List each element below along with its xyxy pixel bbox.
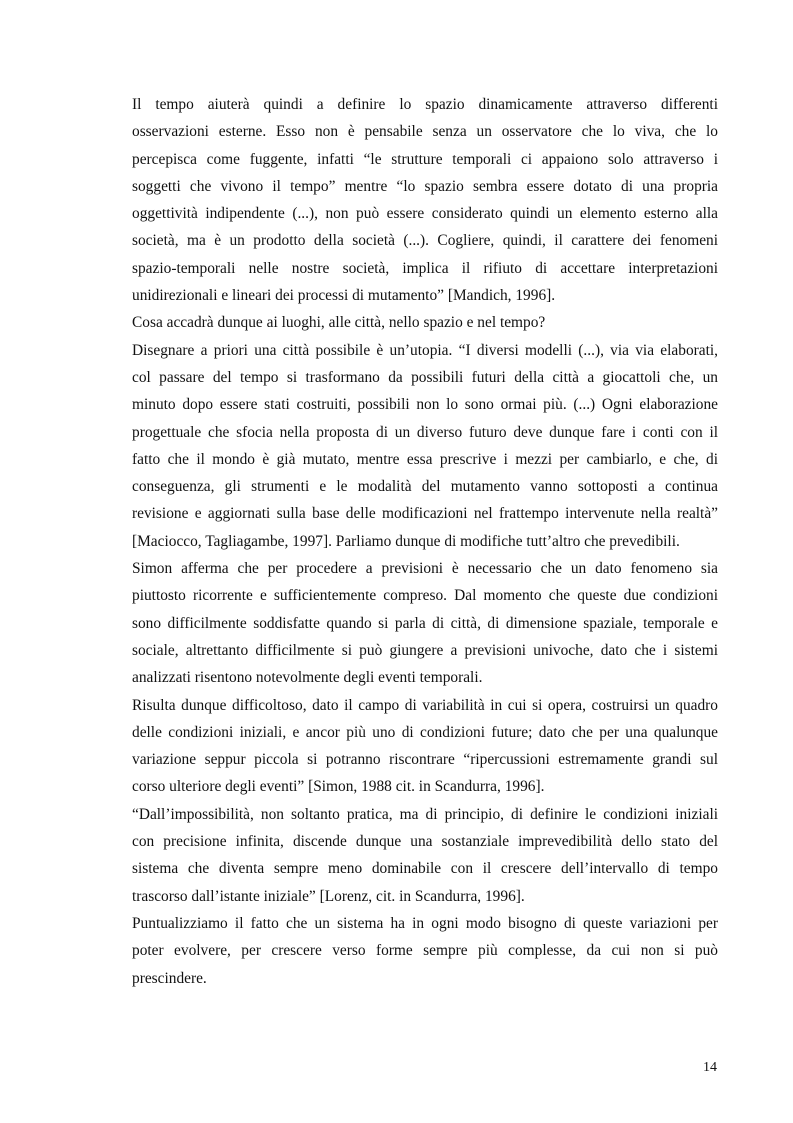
- text-line: Disegnare a priori una città possibile è un’utopia. “I diversi modelli (...), via via elaborati,: [132, 341, 718, 359]
- text-line: Cosa accadrà dunque ai luoghi, alle città, nello spazio e nel tempo?: [132, 314, 546, 332]
- text-line: Il tempo aiuterà quindi a definire lo spazio dinamicamente attraverso differenti: [132, 96, 718, 113]
- text-line: unidirezionali e lineari dei processi di mutamento” [Mandich, 1996].: [132, 287, 556, 305]
- text-line: Puntualizziamo il fatto che un sistema ha in ogni modo bisogno di queste variazioni per: [132, 914, 718, 932]
- text-line: minuto dopo essere stati costruiti, possibili non lo sono ormai più. (...) Ogni elaborazione: [132, 396, 718, 414]
- text-line: spazio-temporali nelle nostre società, implica il rifiuto di accettare interpretazioni: [132, 259, 718, 277]
- text-line: osservazioni esterne. Esso non è pensabile senza un osservatore che lo viva, che lo: [132, 123, 718, 141]
- paragraph-7: [132, 910, 718, 992]
- page-number: 14: [703, 1060, 717, 1075]
- paragraph-4: [132, 555, 718, 691]
- text-line: poter evolvere, per crescere verso forme sempre più complesse, da cui non si può: [132, 942, 718, 960]
- paragraph-5: [132, 692, 718, 801]
- text-line: piuttosto ricorrente e sufficientemente compreso. Dal momento che queste due condizioni: [132, 587, 718, 605]
- text-line: con precisione infinita, discende dunque una sostanziale imprevedibilità dello stato del: [132, 833, 718, 851]
- text-line: fatto che il mondo è già mutato, mentre essa prescrive i mezzi per cambiarlo, e che, di: [132, 450, 718, 468]
- text-line: revisione e aggiornati sulla base delle modificazioni nel frattempo intervenute nella realtà”: [132, 505, 718, 523]
- text-line: sono difficilmente soddisfatte quando si parla di città, di dimensione spaziale, temporale e: [132, 614, 718, 632]
- text-line: progettuale che sfocia nella proposta di un diverso futuro deve dunque fare i conti con il: [132, 423, 718, 441]
- text-line: società, ma è un prodotto della società (...). Cogliere, quindi, il carattere dei fenomeni: [132, 232, 718, 250]
- text-line: percepisca come fuggente, infatti “le strutture temporali ci appaiono solo attraverso i: [132, 150, 718, 168]
- text-line: trascorso dall’istante iniziale” [Lorenz, cit. in Scandurra, 1996].: [132, 887, 525, 905]
- text-line: analizzati risentono notevolmente degli eventi temporali.: [132, 669, 483, 687]
- text-line: oggettività indipendente (...), non può essere considerato quindi un elemento esterno alla: [132, 205, 718, 223]
- page-body: [132, 91, 718, 992]
- text-line: corso ulteriore degli eventi” [Simon, 1988 cit. in Scandurra, 1996].: [132, 778, 545, 796]
- text-line: prescindere.: [132, 969, 207, 987]
- text-line: soggetti che vivono il tempo” mentre “lo spazio sembra essere dotato di una propria: [132, 177, 718, 195]
- text-line: variazione seppur piccola si potranno riscontrare “ripercussioni estremamente grandi sul: [132, 751, 718, 769]
- text-line: [Maciocco, Tagliagambe, 1997]. Parliamo dunque di modifiche tutt’altro che prevedibili.: [132, 532, 680, 550]
- text-line: “Dall’impossibilità, non soltanto pratica, ma di principio, di definire le condizioni iniziali: [132, 805, 718, 823]
- text-line: Simon afferma che per procedere a previsioni è necessario che un dato fenomeno sia: [132, 560, 718, 578]
- text-line: sociale, altrettanto difficilmente si può giungere a previsioni univoche, dato che i sistemi: [132, 641, 718, 659]
- text-line: conseguenza, gli strumenti e le modalità del mutamento vanno sottoposti a continua: [132, 478, 718, 496]
- paragraph-2: [132, 309, 718, 336]
- paragraph-3: [132, 337, 718, 555]
- text-line: Risulta dunque difficoltoso, dato il campo di variabilità in cui si opera, costruirsi un quadro: [132, 696, 718, 714]
- paragraph-1: [132, 91, 718, 309]
- text-line: col passare del tempo si trasformano da possibili futuri della città a giocattoli che, un: [132, 368, 718, 386]
- text-line: delle condizioni iniziali, e ancor più uno di condizioni future; dato che per una qualunque: [132, 723, 718, 741]
- paragraph-6: [132, 801, 718, 910]
- text-line: sistema che diventa sempre meno dominabile con il crescere dell’intervallo di tempo: [132, 860, 718, 878]
